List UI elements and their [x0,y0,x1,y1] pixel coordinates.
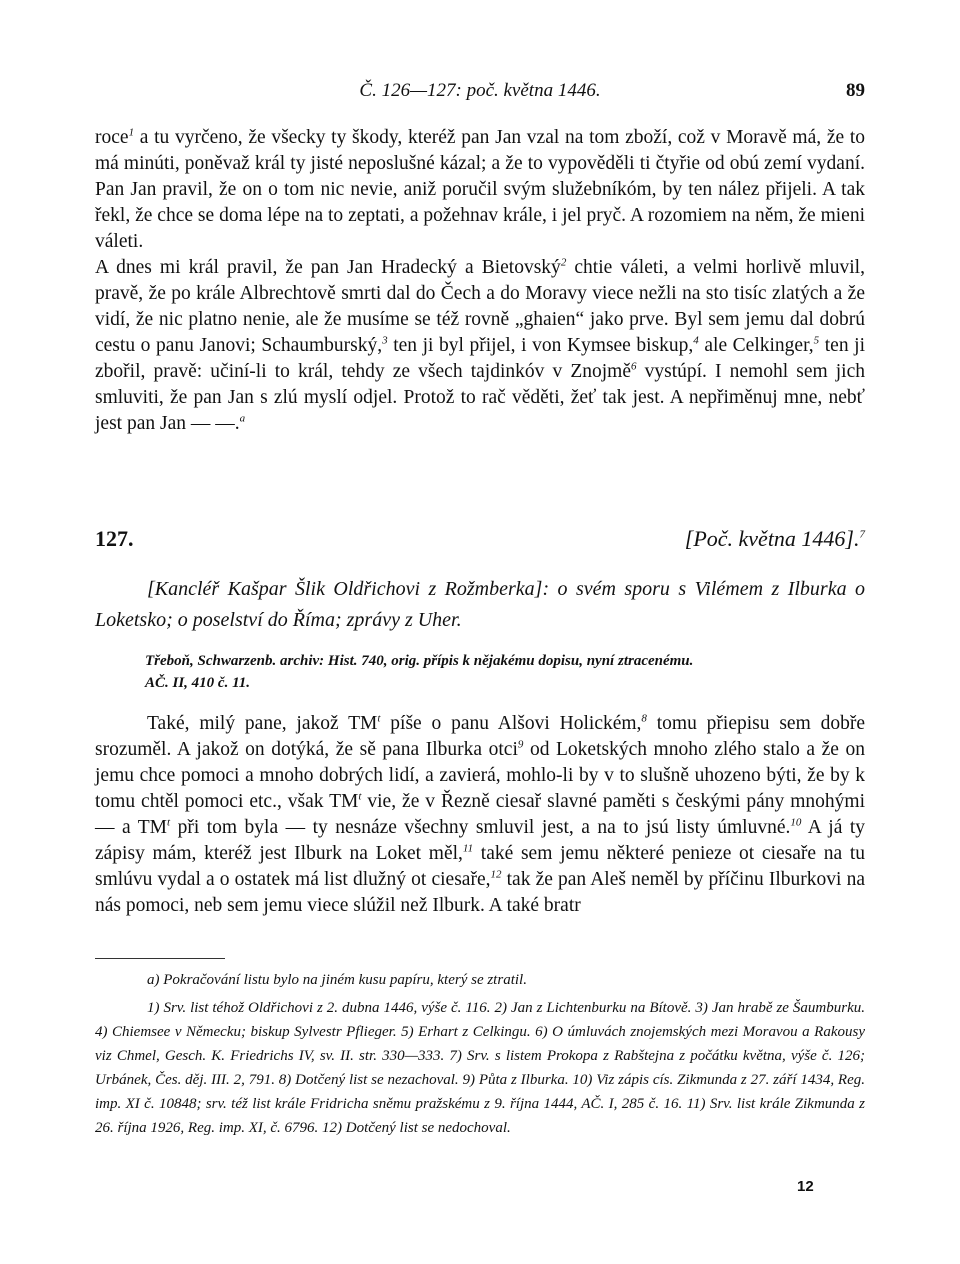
document-date: [Poč. května 1446].$^7$ [684,526,865,551]
footnote-ref[interactable]: 11 [462,842,474,855]
footnote-ref[interactable]: 5 [813,334,820,347]
abbrev-sup: t [358,790,362,803]
source-archive: Třeboň, Schwarzenb. archiv: Hist. 740, orig. přípis k nějakému dopisu, nyní ztracenému. [145,653,694,669]
paragraph: roce$^1$ a tu vyrčeno, že všecky ty škody, kteréž pan Jan vzal na tom zboží, což v Moravě má, že to má minúti, poněvaž král ty jisté neposlušné kázal; a že to vypověděli ti čtyřie od obú zemí vydaní. Pan Jan pravil, že on o tom nic nevie, aniž poručil svým služebníkóm, by ten nález přijeli. A tak řekl, že chce se doma lépe na to zeptati, a požehnav krále, i jel pryč. A rozomiem na něm, že mieni váleti. [95,126,865,252]
footnote-ref[interactable]: 8 [641,712,647,725]
page-number: 89 [846,80,865,101]
document-number: 127. [95,526,134,551]
footnotes [95,968,865,1140]
paragraph: Také, milý pane, jakož $TM^t$ píše o panu Alšovi Holickém,$^8$ tomu přiepisu sem dobře srozuměl. A jakož on dotýká, že sě pana Ilburka otci$^9$ od Loketských mnoho zlého stalo a že on jemu chce pomoci a mnoho dobrých lidí, a zavierá, mohlo-li by v to slušně uhozeno býti, že by k tomu chtěl pomoci etc., však $TM^t$ vie, že v Řezně ciesař slavné paměti s českými pány mnohými — a $TM^t$ při tom byla — ty nesnáze všechny smluvil jest, a na to jsú listy úmluvné.$^{10}$ A já ty zápisy mám, kteréž jest Ilburk na Loket měl,$^{11}$ také sem jemu některé penieze ot ciesaře na tu smlúvu vydal a o ostatek má list dlužný ot ciesaře,$^{12}$ tak že pan Aleš neměl by příčinu Ilburkovi na nás pomoci, neb sem jemu viece slúžil než Ilburk. A také bratr [95,712,866,916]
footnote-ref[interactable]: 7 [859,528,865,541]
footnote-ref[interactable]: 12 [490,868,502,881]
regest: [Kancléř Kašpar Šlik Oldřichovi z Rožmberka]: o svém sporu s Vilémem z Ilburka o Loketsko; o poselství do Říma; zprávy z Uher. [95,578,865,631]
footnote-ref[interactable]: 1 [128,126,135,139]
footnote-ref[interactable]: a [239,412,246,425]
footnote-ref[interactable]: 10 [790,816,802,829]
source-note [145,650,865,694]
source-edition: AČ. II, 410 č. 11. [145,675,251,691]
paragraph: A dnes mi král pravil, že pan Jan Hradecký a Bietovský$^2$ chtie váleti, a velmi horlivě mluvil, pravě, že po krále Albrechtově smrti dal do Čech a do Moravy viece nežli na sto tisíc zlatých a že vidí, že nic platno nenie, ale že musíme se též rovně „ghaien“ jako prve. Byl sem jemu dal dobrú cestu o panu Janovi; Schaumburský,$^3$ ten ji byl přijel, i von Kymsee biskup,$^4$ ale Celkinger,$^5$ ten ji zbořil, pravě: učiní-li to král, tehdy ze všech tajdinkóv v Znojmě$^6$ vystúpí. I nemohl sem jich smluviti, že pan Jan s zlú myslí odjel. Protož to rač věděti, žeť tak jest. A nepřiměnuj mne, nebť jest pan Jan — —.$^a$ [95,256,866,434]
footnote-ref[interactable]: 9 [517,738,524,751]
footnote-ref[interactable]: 4 [693,334,699,347]
letter-127-text [95,711,865,919]
letter-126-continuation [95,125,865,437]
footnote-list: 1) Srv. list téhož Oldřichovi z 2. dubna 1446, výše č. 116. 2) Jan z Lichtenburku na Bítově. 3) Jan hrabě ze Šaumburku. 4) Chiemsee v Německu; biskup Sylvestr Pflieger. 5) Erhart z Celkingu. 6) O úmluvách znojemských mezi Moravou a Rakousy viz Chmel, Gesch. K. Friedrichs IV, sv. II. str. 330—333. 7) Srv. s listem Prokopa z Rabštejna z počátku května, výše č. 126; Urbánek, Čes. děj. III. 2, 791. 8) Dotčený list se nezachoval. 9) Půta z Ilburka. 10) Viz zápis cís. Zikmunda z 27. září 1434, Reg. imp. XI č. 10848; srv. též list krále Fridricha sněmu pražskému z 9. října 1444, AČ. I, 285 č. 16. 11) Srv. list krále Zikmunda z 26. října 1926, Reg. imp. XI, č. 6796. 12) Dotčený list se nedochoval. [95,1000,865,1136]
running-title: Č. 126—127: poč. května 1446. [359,80,601,101]
abbrev-sup: t [167,816,171,829]
footnote-a: a) Pokračování listu bylo na jiném kusu papíru, který se ztratil. [147,972,527,988]
footnote-divider [95,958,225,959]
footnote-ref[interactable]: 3 [382,334,388,347]
abbrev-sup: t [377,712,381,725]
footnote-ref[interactable]: 6 [631,360,637,373]
sheet-number: 12 [797,1178,814,1195]
footnote-ref[interactable]: 2 [560,256,567,269]
